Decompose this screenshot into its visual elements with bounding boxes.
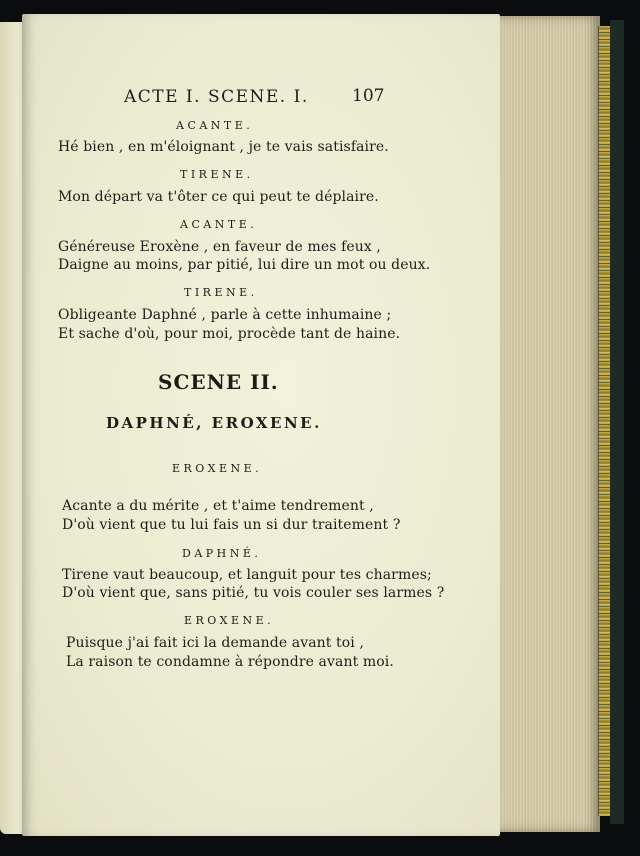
page-edges xyxy=(496,16,600,832)
speaker-name: EROXENE. xyxy=(184,614,275,627)
verse-line: Tirene vaut beaucoup, et languit pour tes charmes; xyxy=(62,567,432,583)
verse-line: Généreuse Eroxène , en faveur de mes feux , xyxy=(58,239,381,255)
verse-line: Obligeante Daphné , parle à cette inhumaine ; xyxy=(58,307,392,323)
verse-line: Hé bien , en m'éloignant , je te vais satisfaire. xyxy=(58,139,389,155)
page-number: 107 xyxy=(352,86,385,106)
verse-line: Puisque j'ai fait ici la demande avant toi , xyxy=(66,635,364,651)
running-title: ACTE I. SCENE. I. xyxy=(124,87,309,107)
speaker-name: DAPHNÉ. xyxy=(182,547,262,560)
verse-line: Mon départ va t'ôter ce qui peut te déplaire. xyxy=(58,189,379,205)
speaker-name: EROXENE. xyxy=(172,462,263,475)
verse-line: La raison te condamne à répondre avant moi. xyxy=(66,654,394,670)
book-cover xyxy=(610,20,624,824)
verse-line: Acante a du mérite , et t'aime tendrement , xyxy=(62,498,374,514)
scene-title: SCENE II. xyxy=(158,370,279,394)
speaker-name: ACANTE. xyxy=(176,119,254,132)
verse-line: D'où vient que, sans pitié, tu vois couler ses larmes ? xyxy=(62,585,445,601)
scene-characters: DAPHNÉ, EROXENE. xyxy=(106,414,322,432)
speaker-name: TIRENE. xyxy=(180,168,254,181)
speaker-name: ACANTE. xyxy=(180,218,258,231)
speaker-name: TIRENE. xyxy=(184,286,258,299)
verse-line: Daigne au moins, par pitié, lui dire un mot ou deux. xyxy=(58,257,431,273)
verse-line: Et sache d'où, pour moi, procède tant de haine. xyxy=(58,326,401,342)
verse-line: D'où vient que tu lui fais un si dur traitement ? xyxy=(62,517,401,533)
